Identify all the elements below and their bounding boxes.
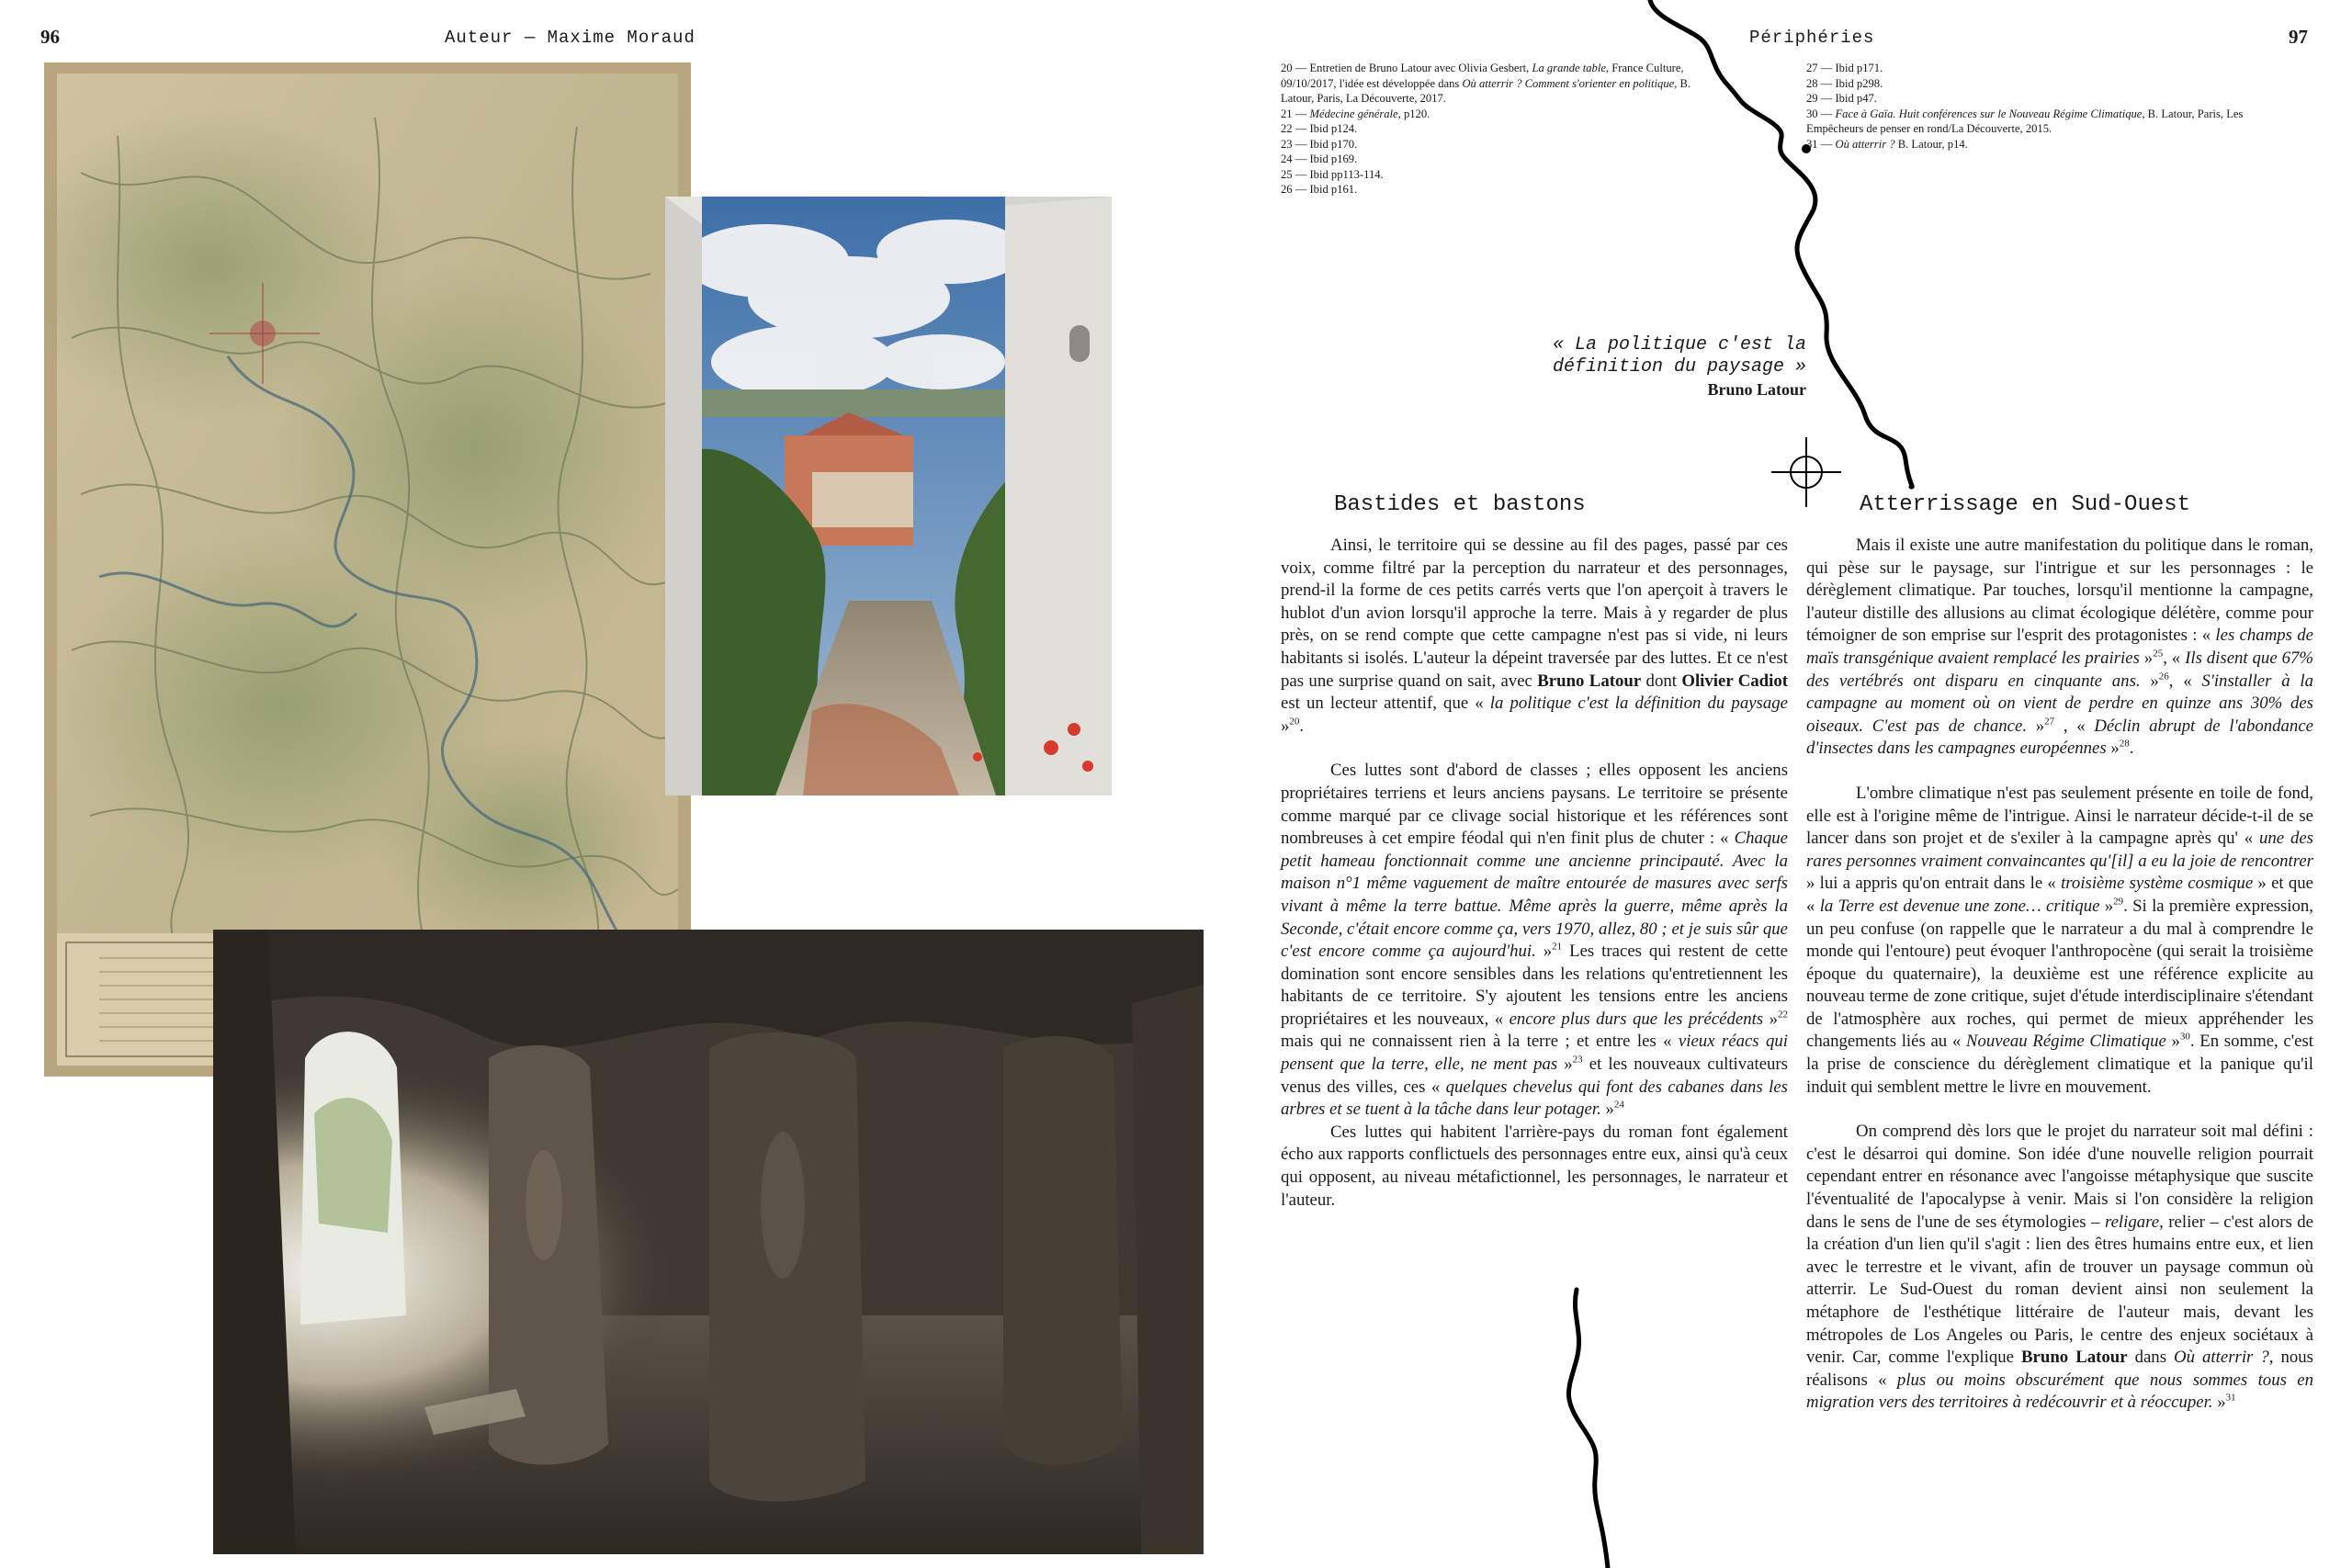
text-run: »	[2106, 739, 2120, 759]
text-run: est un lecteur attentif, que «	[1281, 694, 1490, 714]
quotation: vieux réacs qui pensent que la terre, elle, ne ment pas	[1281, 1032, 1788, 1075]
footnote-line	[1806, 61, 2266, 76]
footnote-reference: 29	[2113, 896, 2124, 908]
quotation: plus ou moins obscurément que nous sommes tous en migration vers des territoires à redécouvrir et à réoccuper.	[1806, 1370, 2313, 1413]
right-running-head: Périphéries	[1749, 28, 1875, 48]
footnote-line	[1806, 91, 2266, 107]
pull-quote	[1470, 334, 1806, 400]
footnote-line	[1281, 107, 1758, 122]
text-run: , nous réalisons «	[1806, 1348, 2313, 1390]
text-run: .	[2129, 739, 2134, 759]
person-name: Bruno Latour	[1537, 671, 1642, 691]
footnote-reference: 30	[2179, 1032, 2190, 1043]
body-paragraph	[1281, 1122, 1788, 1212]
footnote-line	[1281, 61, 1758, 76]
text-run: »	[2212, 1393, 2226, 1413]
footnote-text: 28 — Ibid p298.	[1806, 76, 1883, 90]
quotation: Ils disent que 67% des vertébrés ont disparu en cinquante ans.	[1806, 648, 2313, 691]
footnote-line	[1806, 76, 2266, 92]
left-running-head: Auteur — Maxime Moraud	[445, 28, 695, 48]
footnote-line	[1281, 121, 1758, 137]
body-paragraph	[1806, 1121, 2313, 1415]
left-page-number: 96	[40, 26, 60, 48]
text-run: »	[2140, 671, 2159, 691]
quotation: religare	[2104, 1212, 2160, 1232]
quotation: les champs de maïs transgénique avaient remplacé les prairies	[1806, 626, 2313, 668]
text-run: , «	[2054, 716, 2095, 736]
body-paragraph	[1281, 535, 1788, 738]
text-run: »	[2099, 896, 2114, 916]
footnote-text: 22 — Ibid p124.	[1281, 122, 1358, 135]
footnote-text: , B.	[1674, 76, 1691, 90]
footnote-text: 26 — Ibid p161.	[1281, 183, 1358, 196]
body-column-left	[1281, 535, 1788, 1212]
pull-quote-line-1: « La politique c'est la	[1552, 334, 1806, 355]
pull-quote-author: Bruno Latour	[1707, 380, 1806, 399]
text-run: »	[1281, 716, 1290, 736]
pull-quote-line-2: définition du paysage »	[1552, 356, 1806, 378]
footnote-reference: 22	[1778, 1009, 1788, 1021]
body-paragraph	[1806, 783, 2313, 1099]
footnotes-right-column	[1806, 61, 2266, 152]
footnote-line	[1806, 137, 2266, 152]
footnote-text: Latour, Paris, La Découverte, 2017.	[1281, 92, 1446, 105]
footnote-reference: 26	[2158, 671, 2169, 682]
footnote-text: , B. Latour, Paris, Les	[2142, 107, 2244, 120]
footnote-text: 31 —	[1806, 137, 1836, 151]
text-run: » lui a appris qu'on entrait dans le «	[1806, 874, 2062, 894]
text-run: »	[1557, 1055, 1573, 1075]
text-run: , «	[2168, 671, 2202, 691]
footnote-title: Face à Gaïa. Huit conférences sur le Nouveau Régime Climatique	[1835, 107, 2143, 120]
footnote-line	[1281, 76, 1758, 92]
footnote-reference: 24	[1613, 1099, 1624, 1111]
footnote-reference: 31	[2225, 1393, 2236, 1404]
footnote-line	[1281, 167, 1758, 183]
footnote-title: Où atterrir ?	[1835, 137, 1895, 151]
text-run: dont	[1641, 671, 1682, 691]
quotation: Déclin abrupt de l'abondance d'insectes dans les campagnes européennes	[1806, 716, 2313, 759]
text-run: et les nouveaux cultivateurs venus des villes, ces «	[1281, 1055, 1788, 1097]
section-heading-bastides: Bastides et bastons	[1334, 492, 1586, 517]
text-run: Ces luttes qui habitent l'arrière-pays du roman font également écho aux rapports conflictuels des personnages entre eux, ainsi qu'à ceux qui opposent, au niveau métafictionnel, les personnages, le narrateur et l'auteur.	[1281, 1122, 1788, 1210]
text-run: »	[2027, 716, 2045, 736]
person-name: Olivier Cadiot	[1681, 671, 1788, 691]
footnote-title: La grande table	[1532, 62, 1606, 74]
body-paragraph	[1281, 760, 1788, 1122]
text-run: »	[1600, 1100, 1614, 1120]
text-run: »	[2139, 648, 2154, 668]
quotation: Où atterrir ?	[2174, 1348, 2269, 1368]
footnote-line	[1281, 182, 1758, 197]
right-page-number: 97	[2289, 26, 2308, 48]
footnote-text: 23 — Ibid p170.	[1281, 137, 1358, 151]
footnote-text: , p120.	[1397, 107, 1430, 120]
footnote-reference: 21	[1552, 941, 1563, 953]
footnote-line	[1806, 107, 2266, 122]
crosshair-icon	[1771, 437, 1841, 507]
text-run: L'ombre climatique n'est pas seulement présente en toile de fond, elle est à l'origine même de l'intrigue. Ainsi le narrateur décide-t-il de se lancer dans son projet et de s'exiler à la campagne après qu' «	[1806, 783, 2313, 849]
person-name: Bruno Latour	[2021, 1348, 2128, 1368]
text-run: Mais il existe une autre manifestation du politique dans le roman, qui pèse sur le paysage, sur l'intrigue et sur les personnages : le dérèglement climatique. Par touches, lorsqu'il mentionne la campagne, l'auteur distille des allusions au climat écologique délétère, comme pour témoigner de son emprise sur l'esprit des protagonistes : «	[1806, 536, 2313, 646]
footnote-text: , France Culture,	[1605, 62, 1684, 74]
footnote-reference: 23	[1572, 1054, 1583, 1066]
footnote-text: 21 —	[1281, 107, 1310, 120]
text-run: .	[1299, 716, 1305, 736]
footnotes-left-column	[1281, 61, 1758, 197]
text-run: »	[1763, 1009, 1778, 1029]
footnote-reference: 27	[2044, 716, 2055, 728]
body-paragraph	[1806, 535, 2313, 761]
quotation: encore plus durs que les précédents	[1509, 1009, 1764, 1029]
footnote-line	[1281, 137, 1758, 152]
quotation: la politique c'est la définition du paysage	[1489, 694, 1788, 714]
footnote-reference: 25	[2153, 648, 2164, 660]
footnote-reference: 20	[1289, 716, 1300, 728]
quotation: S'installer à la campagne au moment où on vient de perdre en quinze ans 30% des oiseaux. C'est pas de chance.	[1806, 671, 2313, 736]
text-run: , relier – c'est alors de la création d'un lien qu'il s'agit : lien des êtres humains entre eux, et lien avec le terrestre et le vivant, afin de trouver un paysage commun où atterrir. Le Sud-Ouest du roman devient ainsi non seulement la métaphore de l'esthétique littéraire de l'auteur mais, devant les métropoles de Los Angeles ou Paris, le centre des enjeux sociétaux à venir. Car, comme l'explique	[1806, 1212, 2314, 1368]
footnote-title: Médecine générale	[1309, 107, 1398, 120]
section-heading-atterrissage: Atterrissage en Sud-Ouest	[1860, 492, 2191, 517]
quotation: troisième système cosmique	[2061, 874, 2254, 894]
text-run: mais qui ne connaissent rien à la terre ; et entre les «	[1281, 1032, 1679, 1052]
footnote-reference: 28	[2119, 739, 2130, 750]
text-run: , «	[2163, 648, 2186, 668]
body-column-right	[1806, 535, 2313, 1415]
quotation: quelques chevelus qui font des cabanes dans les arbres et se tuent à la tâche dans leur potager.	[1281, 1077, 1788, 1120]
footnote-text: 24 — Ibid p169.	[1281, 152, 1358, 165]
footnote-text: 29 — Ibid p47.	[1806, 92, 1877, 105]
quotation: Nouveau Régime Climatique	[1965, 1032, 2166, 1052]
quotation: Chaque petit hameau fonctionnait comme une ancienne principauté. Avec la maison n°1 même vaguement de maître entourée de masures avec serfs vivant à même la terre battue. Même après la guerre, même après la Seconde, c'était encore comme ça, vers 1970, allez, 80 ; et je suis sûr que c'est encore comme ça aujourd'hui.	[1281, 829, 1788, 962]
footnote-title: Où atterrir ? Comment s'orienter en politique	[1462, 76, 1675, 90]
footnote-line	[1281, 91, 1758, 107]
quotation: la Terre est devenue une zone… critique	[1819, 896, 2100, 916]
text-run: . Si la première expression, un peu confuse (on rappelle que le narrateur a du mal à comprendre le monde qui l'entoure) peut évoquer l'anthropocène (qui serait la troisième époque du quaternaire), la deuxième est une référence explicite au nouveau terme de zone critique, sujet d'étude interdisciplinaire s'étendant de l'atmosphère aux roches, qui permet de mieux appréhender les changements liés au «	[1806, 896, 2313, 1052]
text-run: Ces luttes sont d'abord de classes ; elles opposent les anciens propriétaires terriens et leurs anciens paysans. Le territoire se présente comme marqué par ce clivage social historique et les références sont nombreuses à cet empire féodal qui n'en finit plus de chuter : «	[1281, 761, 1788, 849]
footnote-line	[1281, 152, 1758, 167]
text-run: »	[2165, 1032, 2180, 1052]
footnote-line	[1806, 121, 2266, 137]
text-run: dans	[2127, 1348, 2175, 1368]
text-run: Ainsi, le territoire qui se dessine au fil des pages, passé par ces voix, comme filtré par la perception du narrateur et des personnages, prend-il la forme de ces petits carrés verts que l'on aperçoit à travers le hublot d'un avion lorsqu'il approche la terre. Mais à y regarder de plus près, on se rend compte que cette campagne n'est pas si vide, ni leurs habitants si isolés. L'auteur la dépeint traversée par des luttes. Et ce n'est pas une surprise quand on sait, avec	[1281, 536, 1788, 691]
text-run: » et que «	[1806, 874, 2313, 916]
footnote-text: Empêcheurs de penser en rond/La Découverte, 2015.	[1806, 122, 2052, 135]
text-run: »	[1535, 942, 1553, 962]
footnote-text: 09/10/2017, l'idée est développée dans	[1281, 76, 1463, 90]
text-run: Les traces qui restent de cette domination sont encore sensibles dans les relations qu'entretiennent les habitants de ce territoire. S'y ajoutent les tensions entre les anciens propriétaires et les nouveaux, «	[1281, 942, 1788, 1029]
footnote-text: 27 — Ibid p171.	[1806, 62, 1883, 74]
footnote-text: 20 — Entretien de Bruno Latour avec Olivia Gesbert,	[1281, 62, 1532, 74]
footnote-text: 25 — Ibid pp113-114.	[1281, 167, 1384, 181]
text-run: . En somme, c'est la prise de conscience du dérèglement climatique et la panique qu'il induit qui semblent mettre le livre en mouvement.	[1806, 1032, 2313, 1097]
footnote-text: 30 —	[1806, 107, 1836, 120]
text-run: On comprend dès lors que le projet du narrateur soit mal défini : c'est le désarroi qui domine. Son idée d'une nouvelle religion pourrait cependant entrer en résonance avec l'angoisse métaphysique que suscite l'éventualité de l'apocalypse à venir. Mais si l'on considère la religion dans le sens de l'une de ses étymologies –	[1806, 1122, 2313, 1232]
quotation: une des rares personnes vraiment convaincantes qu'[il] a eu la joie de rencontrer	[1806, 829, 2313, 871]
footnote-text: B. Latour, p14.	[1894, 137, 1968, 151]
